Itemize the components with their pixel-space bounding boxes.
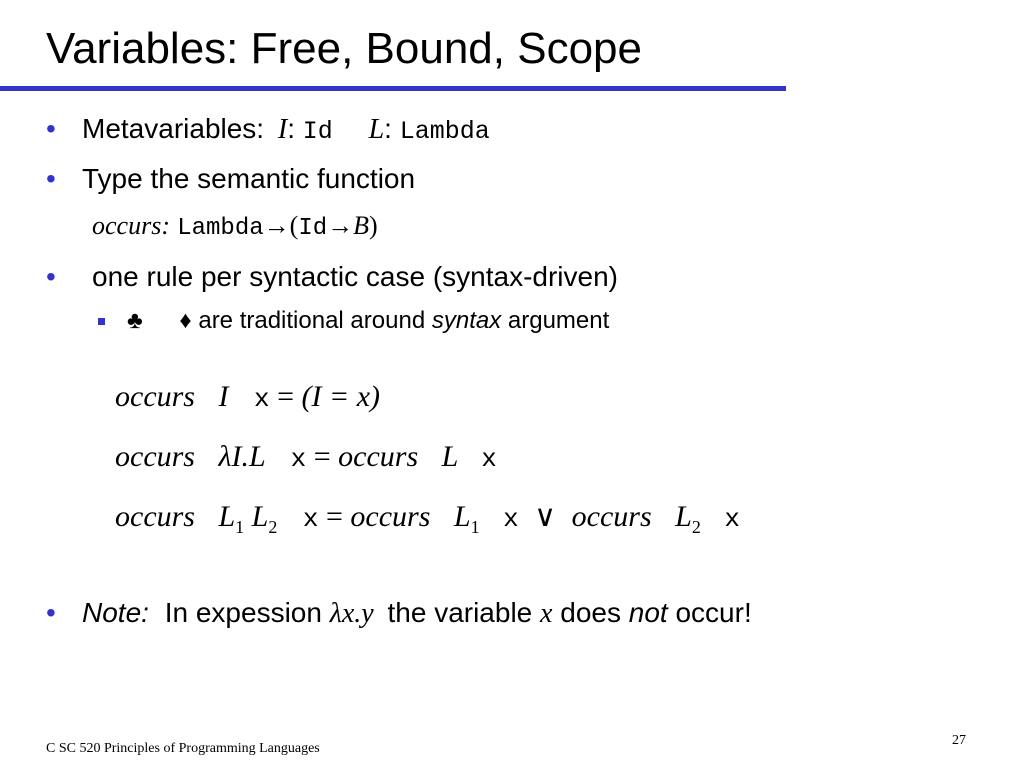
diamond-symbol: ♦ [179,308,192,334]
sub-bullet-syntax: ♣ ♦ are traditional around syntax argument [98,307,609,335]
page-number: 27 [952,733,966,748]
title-underline [0,86,786,91]
bullet-type-function: • Type the semantic function [46,163,416,194]
metavar-l: L [368,114,385,145]
square-bullet [98,318,105,325]
bullet-note: • Note: In expession λx.y the variable x does not occur! [46,597,752,629]
footer-course: C SC 520 Principles of Programming Languages [46,741,320,756]
type-lambda: Lambda [399,117,490,146]
equation-1: occurs I x = (I = x) [115,380,381,414]
bullet-dot: • [46,113,56,144]
equation-2: occurs λI.L x = occurs L x [115,440,497,474]
bullet-dot: • [46,163,56,194]
bullet-dot: • [46,597,56,628]
metavar-i: I [277,114,288,145]
club-symbol: ♣ [127,308,143,334]
bullet-dot: • [46,261,56,292]
bullet-metavariables: • Metavariables: I: Id L: Lambda [46,113,490,146]
type-signature: occurs: Lambda→(Id→B) [92,211,378,242]
lambda-expression: λx.y [329,598,374,629]
bullet-one-rule: • one rule per syntactic case (syntax-driven) [46,261,618,292]
slide-title: Variables: Free, Bound, Scope [46,24,642,73]
equation-3: occurs $L_1$ $L_2$ x = occurs $L_1$ x ∨ occurs $L_2$ x [115,500,740,537]
type-id: Id [302,117,333,146]
